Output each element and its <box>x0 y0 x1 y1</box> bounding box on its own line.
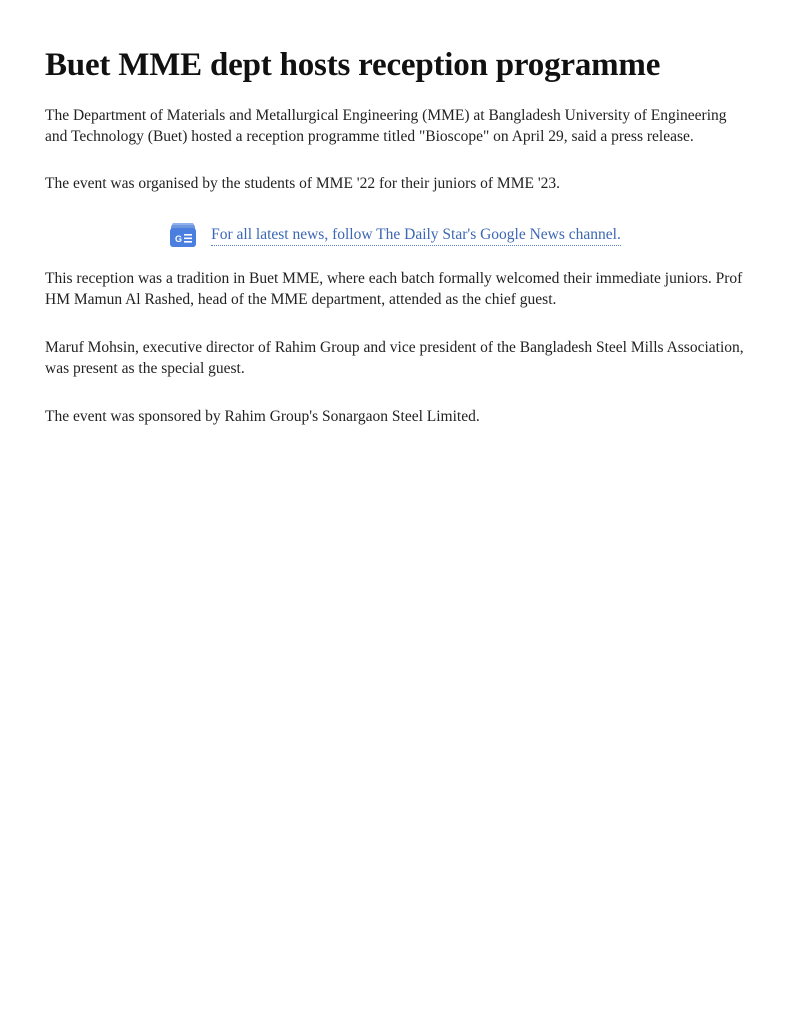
svg-text:G: G <box>175 234 183 244</box>
article-paragraph-2: The event was organised by the students of MME '22 for their juniors of MME '23. <box>45 175 560 192</box>
article-paragraph-5: The event was sponsored by Rahim Group's Sonargaon Steel Limited. <box>45 408 480 425</box>
page-title: Buet MME dept hosts reception programme <box>45 47 661 83</box>
google-news-icon <box>169 222 197 248</box>
article-paragraph-3: This reception was a tradition in Buet MME, where each batch formally welcomed their immediate juniors. Prof HM Mamun Al Rashed, head of the MME department, attended as the chief guest. <box>45 270 743 308</box>
article-paragraph-4: Maruf Mohsin, executive director of Rahim Group and vice president of the Bangladesh Steel Mills Association, was present as the special guest. <box>45 339 744 377</box>
google-news-follow-link[interactable]: For all latest news, follow The Daily Star's Google News channel. <box>211 224 621 246</box>
google-news-promo <box>45 220 745 250</box>
article-paragraph-1: The Department of Materials and Metallurgical Engineering (MME) at Bangladesh University of Engineering and Technology (Buet) hosted a reception programme titled "Bioscope" on April 29, said a press release. <box>45 107 727 145</box>
article <box>45 44 745 427</box>
